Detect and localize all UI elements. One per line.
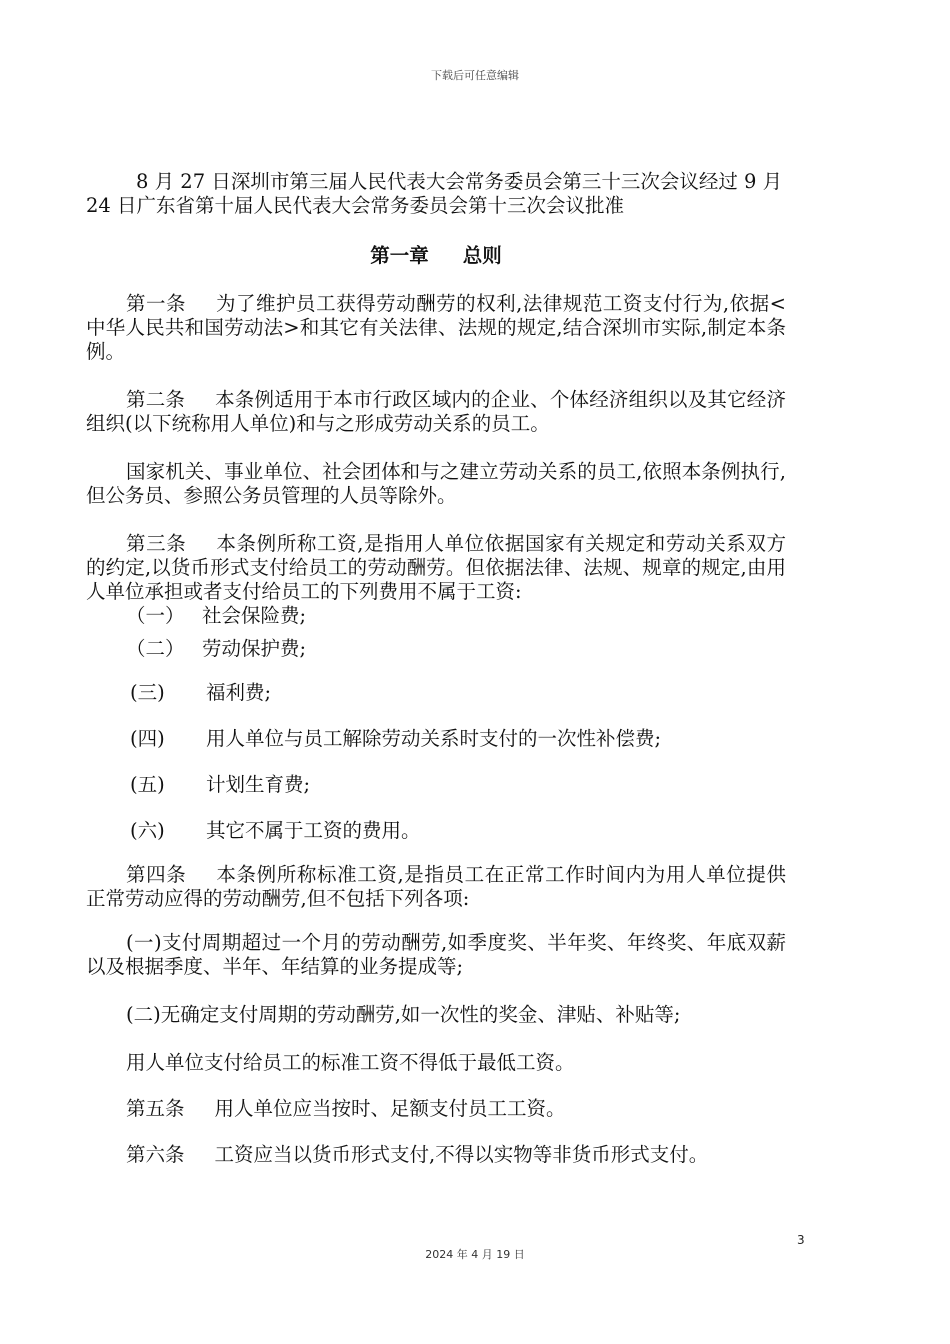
list-item-number: (五) [130, 773, 165, 796]
list-item-text: 福利费; [206, 681, 272, 704]
article-label: 第六条 [126, 1143, 185, 1166]
list-item-number: (三) [130, 681, 165, 704]
list-item [86, 819, 786, 843]
list-item-number: (六) [130, 819, 165, 842]
header-note: 下载后可任意编辑 [431, 69, 519, 82]
article-label: 第四条 [126, 863, 187, 886]
chapter-heading [86, 244, 786, 268]
article-4-item-2: (二)无确定支付周期的劳动酬劳,如一次性的奖金、津贴、补贴等; [126, 1003, 681, 1026]
document-body [86, 170, 786, 1167]
article-3 [86, 532, 786, 604]
article-2-paragraph-2: 国家机关、事业单位、社会团体和与之建立劳动关系的员工,依照本条例执行,但公务员、参照公务员管理的人员等除外。 [86, 460, 786, 507]
article-5 [86, 1097, 786, 1121]
article-1 [86, 292, 786, 364]
list-item-number: (四) [130, 727, 165, 750]
article-4-item-1: (一)支付周期超过一个月的劳动酬劳,如季度奖、半年奖、年终奖、年底双薪以及根据季度、半年、年结算的业务提成等; [86, 931, 786, 978]
list-item [86, 637, 786, 661]
article-4-paragraph-2: 用人单位支付给员工的标准工资不得低于最低工资。 [126, 1051, 575, 1074]
article-2 [86, 388, 786, 436]
list-item [86, 604, 786, 628]
list-item-number: （二） [126, 637, 185, 660]
chapter-title: 总则 [462, 244, 502, 267]
article-text: 本条例所称标准工资,是指员工在正常工作时间内为用人单位提供正常劳动应得的劳动酬劳,但不包括下列各项: [86, 863, 786, 910]
list-item-text: 用人单位与员工解除劳动关系时支付的一次性补偿费; [206, 727, 662, 750]
list-item-text: 社会保险费; [202, 604, 307, 627]
list-item [86, 681, 786, 705]
list-item-number: （一） [126, 604, 185, 627]
list-item-text: 计划生育费; [206, 773, 311, 796]
article-4 [86, 863, 786, 911]
article-label: 第五条 [126, 1097, 185, 1120]
article-text: 为了维护员工获得劳动酬劳的权利,法律规范工资支付行为,依据<中华人民共和国劳动法>和其它有关法律、法规的规定,结合深圳市实际,制定本条例。 [86, 292, 786, 363]
page-number: 3 [797, 1233, 805, 1247]
intro-paragraph: 8 月 27 日深圳市第三届人民代表大会常务委员会第三十三次会议经过 9 月 24 日广东省第十届人民代表大会常务委员会第十三次会议批准 [86, 170, 783, 217]
list-item-text: 劳动保护费; [202, 637, 307, 660]
footer-date: 2024 年 4 月 19 日 [425, 1248, 525, 1261]
article-text: 本条例所称工资,是指用人单位依据国家有关规定和劳动关系双方的约定,以货币形式支付给员工的劳动酬劳。但依据法律、法规、规章的规定,由用人单位承担或者支付给员工的下列费用不属于工资: [86, 532, 786, 603]
article-text: 工资应当以货币形式支付,不得以实物等非货币形式支付。 [214, 1143, 709, 1166]
article-text: 用人单位应当按时、足额支付员工工资。 [214, 1097, 566, 1120]
article-label: 第二条 [126, 388, 186, 411]
list-item [86, 727, 786, 751]
article-label: 第一条 [126, 292, 187, 315]
list-item-text: 其它不属于工资的费用。 [206, 819, 421, 842]
article-label: 第三条 [126, 532, 187, 555]
chapter-number: 第一章 [370, 244, 429, 267]
article-text: 本条例适用于本市行政区域内的企业、个体经济组织以及其它经济组织(以下统称用人单位)和与之形成劳动关系的员工。 [86, 388, 786, 435]
list-item [86, 773, 786, 797]
article-6 [86, 1143, 786, 1167]
